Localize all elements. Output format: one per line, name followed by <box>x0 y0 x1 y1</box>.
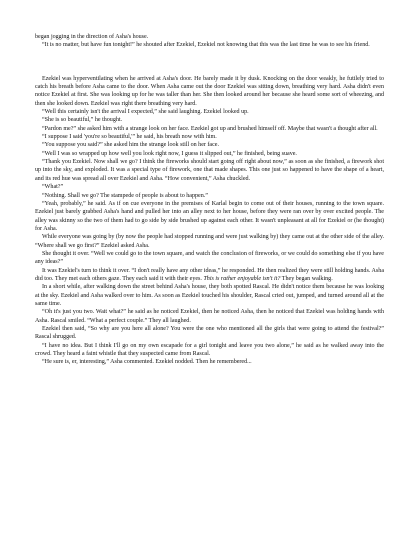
paragraph: “Nothing. Shall we go? The stampede of people is about to happen.” <box>42 192 208 199</box>
paragraph: “I suppose I said 'you're so beautiful,'” he said, his breath now with him. <box>42 134 217 141</box>
paragraph: Ezekiel then said, “So why are you here all alone? You were the one who mentioned all the girls that were going to attend the festival?” Rascal shrugged. <box>35 326 384 341</box>
paragraph: began jogging in the direction of Asha's house. <box>35 34 149 40</box>
paragraph: Ezekiel was hyperventilating when he arrived at Asha's door. He barely made it by dusk. Knocking on the door weakly, he futilely tried to catch his breath before Asha came to the door. When Asha came out the door Ezekiel was sitting down, breathing very hard. Asha didn't even notice Ezekiel at first. She was looking up for he was taller than her. She then looked around her because she heard some sort of wheezing, and then she looked down. Ezekiel was right there breathing very hard. <box>35 75 384 107</box>
paragraph: While everyone was going by (by now the people had stopped running and were just walking by) they came out at the other side of the alley. “Where shall we go first?” Ezekiel asked Asha. <box>35 234 384 249</box>
paragraph: “It is no matter, but have fun tonight!” he shouted after Ezekiel, Ezekiel not knowing that this was the last time he was to see his friend. <box>42 42 370 49</box>
paragraph: “Well this certainly isn't the arrival I expected,” she said laughing. Ezekiel looked up. <box>42 109 249 116</box>
paragraph: “Pardon me?” she asked him with a strange look on her face. Ezekiel got up and brushed himself off. Maybe that wasn't a thought after all. <box>42 125 378 132</box>
paragraph: “She is so beautiful,” he thought. <box>42 117 123 124</box>
paragraph-text-tail: They began walking. <box>280 275 333 282</box>
paragraph: “I have no idea. But I think I'll go on my own escapade for a girl tonight and leave you two alone,” he said as he walked away into the crowd. They heard a faint whistle that they suspected came from Rascal. <box>35 342 384 358</box>
paragraph: “Oh it's just you two. Wait what?” he said as he noticed Ezekiel, then he noticed Asha, then he noticed that Ezekiel was holding hands with Asha. Rascal smiled. “What a perfect couple.” They all laughed. <box>35 309 384 324</box>
paragraph: “Thank you Ezekiel. Now shall we go? I think the fireworks should start going off right about now,” as soon as she finished, a firework shot up into the sky, and exploded. It was a special type of firework, one that made shapes. This one just so happened to have the shape of a heart, and its red hue was spread all over Ezekiel and Asha. “How convenient,” Asha chuckled. <box>35 159 384 182</box>
document-page <box>35 33 384 367</box>
italic-phrase: This is rather enjoyable isn't it? <box>203 275 281 282</box>
paragraph: In a short while, after walking down the street behind Asha's house, they both spotted Rascal. He didn't notice them because he was looking at the sky. Ezekiel and Asha walked over to him. As soon as Ezekiel touched his shoulder, Rascal cried out, jumped, and turned around all at the same time. <box>35 284 384 307</box>
paragraph-with-italic <box>35 267 384 284</box>
paragraph: “You suppose you said?” she asked him the strange look still on her face. <box>42 142 219 149</box>
paragraph: She thought it over. “Well we could go to the town square, and watch the conclusion of fireworks, or we could do something else if you have any ideas?” <box>35 250 384 266</box>
paragraph: “He sure is, er, interesting,” Asha commented. Ezekiel nodded. Then he remembered... <box>42 359 252 366</box>
paragraph: “Well I was so wrapped up how well you look right now, I guess it slipped out,” he finished, being suave. <box>42 150 297 157</box>
section-break <box>35 50 384 75</box>
paragraph: “Yeah, probably,” he said. As if on cue everyone in the premises of Karlal begin to come out of their houses, running to the town square. Ezekiel just barely grabbed Asha's hand and pulled her into an alley next to her house, before they were ran over by over excited people. The alley was skinny so the two of them had to go side by side brushed up against each other. It wasn't unpleasant at all for Ezekiel or (he thought) for Asha. <box>35 200 384 232</box>
paragraph-text: It was Ezekiel's turn to think it over. “I don't really have any other ideas,” he responded. He then realized they were still holding hands. Asha did too. They met each others gaze. They each said it with their eyes. <box>35 267 384 282</box>
paragraph: “What?” <box>42 184 64 191</box>
